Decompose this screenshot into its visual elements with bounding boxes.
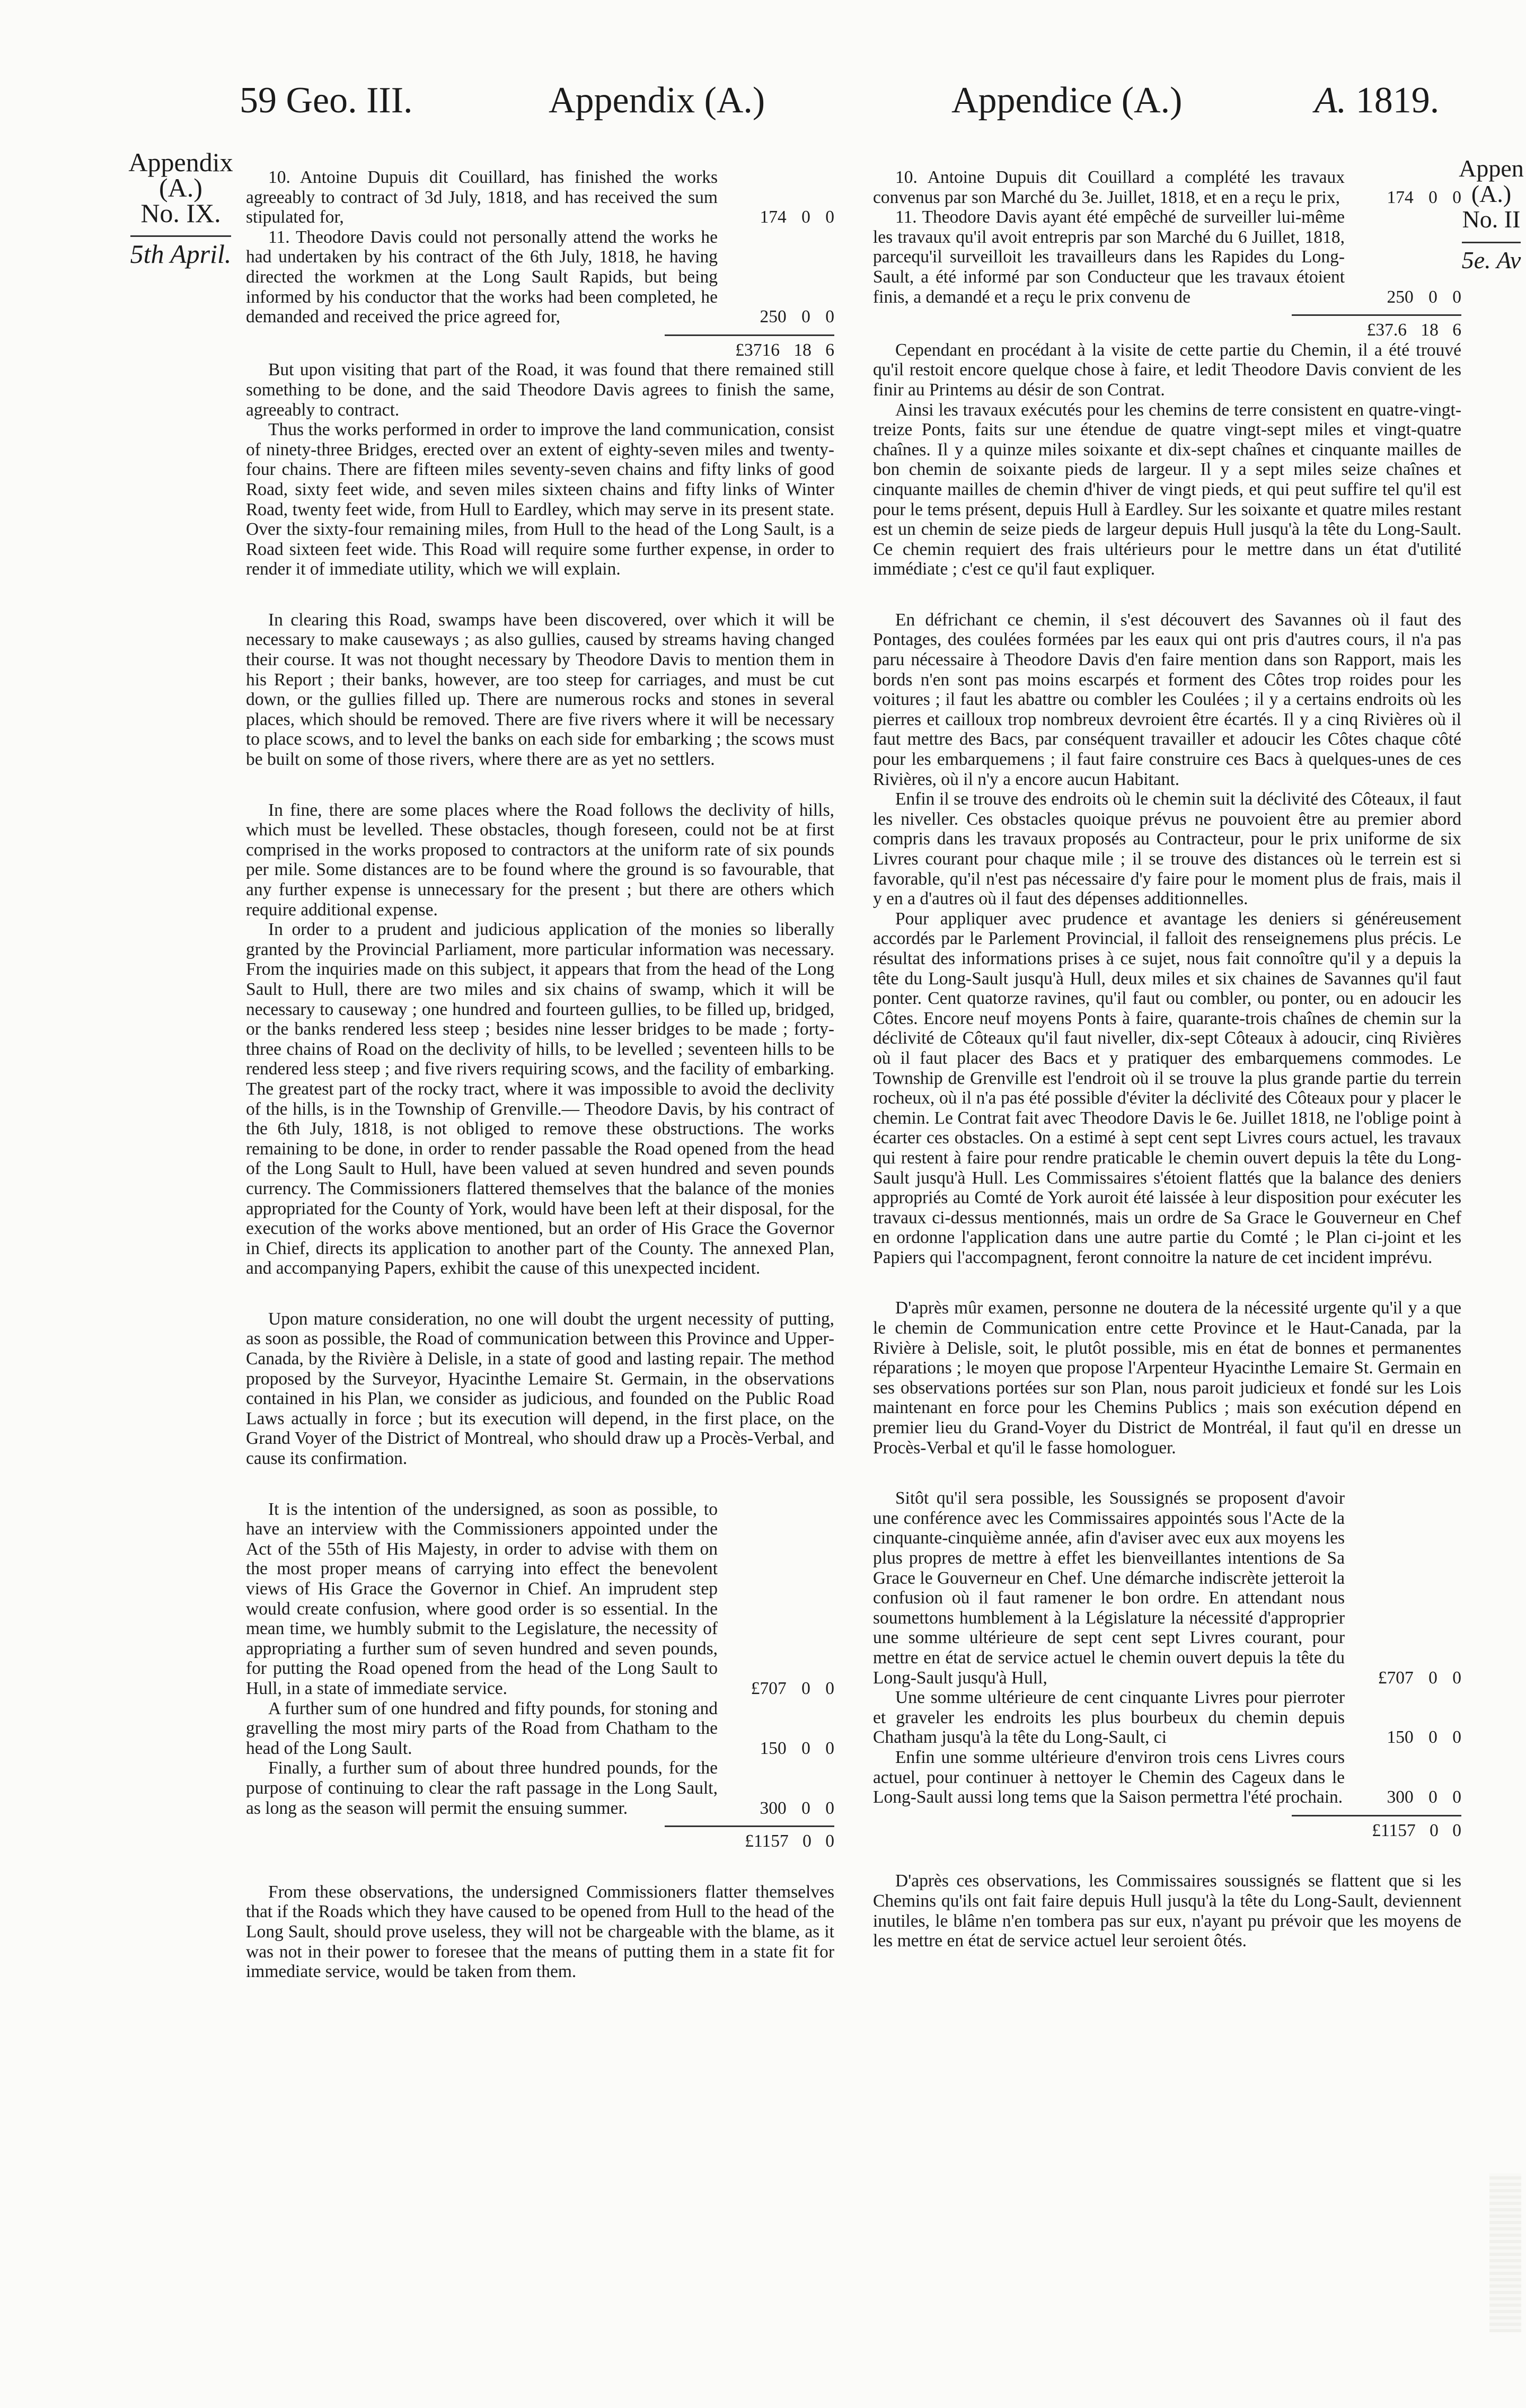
appropriation-row bbox=[873, 1488, 1461, 1688]
item-amount: 174 0 0 bbox=[760, 207, 834, 227]
item-text: Enfin une somme ultérieure d'environ trois cens Livres cours actuel, pour continuer à nettoyer le Chemin des Cageux dans le Long-Sault aussi long tems que la Saison permettra l'été prochain. bbox=[873, 1747, 1345, 1807]
margin-appendix-number: No. IX. bbox=[140, 198, 221, 228]
paragraph: But upon visiting that part of the Road, it was found that there remained still something to be done, and the said Theodore Davis agrees to finish the same, agreeably to contract. bbox=[246, 360, 834, 420]
paragraph: In clearing this Road, swamps have been discovered, over which it will be necessary to make causeways ; as also gullies, caused by streams having changed their course. It was not thought necessary by Theodore Davis to mention them in his Report ; their banks, however, are too steep for carriages, and must be cut down, or the gullies filled up. There are numerous rocks and stones in several places, which should be removed. There are five rivers where it will be necessary to place scows, and to level the banks on each side for embarking ; the scows must be built on some of those rivers, where there are as yet no settlers. bbox=[246, 610, 834, 770]
margin-appendix-number: No. II bbox=[1462, 206, 1521, 233]
item-text: It is the intention of the undersigned, as soon as possible, to have an interview with the Commissioners appointed under the Act of the 55th of His Majesty, in order to advise with them on the most proper means of carrying into effect the benevolent views of His Grace the Governor in Chief. An imprudent step would create confusion, where good order is so essential. In the mean time, we humbly submit to the Legislature, the necessity of appropriating a further sum of seven hundred and seven pounds, for putting the Road opened from the head of the Long Sault to Hull, in a state of immediate service. bbox=[246, 1499, 718, 1698]
paragraph: Enfin il se trouve des endroits où le chemin suit la déclivité des Côteaux, il faut les niveller. Ces obstacles quoique prévus ne pouvoient être au premier abord compris dans les travaux proposés au Contracteur, pour le prix uniforme de six Livres courant pour chaque mile ; il se trouve des distances où le terrein est si favorable, qu'il n'est pas nécessaire d'y faire pour le moment plus de frais, mais il y en a d'autres où il faut des dépenses additionnelles. bbox=[873, 789, 1461, 909]
item-amount: 250 0 0 bbox=[1387, 287, 1461, 307]
item-amount: £707 0 0 bbox=[751, 1678, 834, 1698]
header-appendix-en: Appendix (A.) bbox=[549, 80, 765, 121]
header-session: 59 Geo. III. bbox=[240, 80, 413, 121]
item-11 bbox=[873, 207, 1461, 307]
page-edge-stain bbox=[1489, 2173, 1521, 2332]
item-text: 10. Antoine Dupuis dit Couillard a complété les travaux convenus par son Marché du 3e. Juillet, 1818, et en a reçu le prix, bbox=[873, 167, 1345, 207]
item-text: Sitôt qu'il sera possible, les Soussignés se proposent d'avoir une conférence avec les Commissaires appointés sous l'Acte de la cinquante-cinquième année, afin d'aviser avec eux aux moyens les plus propres de mettre à effet les bienveillantes intentions de Sa Grace le Gouverneur en Chef. Une démarche indiscrète jetteroit la confusion où il faut ramener le bon ordre. En attendant nous soumettons humblement à la Législature la nécessité d'approprier une somme ultérieure de sept cent sept Livres courant, pour mettre en état de service actuel le chemin ouvert depuis la tête du Long-Sault jusqu'à Hull, bbox=[873, 1488, 1345, 1688]
paragraph: En défrichant ce chemin, il s'est découvert des Savannes où il faut des Pontages, des coulées formées par les eaux qui ont pris d'autres cours, il n'a pas paru nécessaire à Theodore Davis d'en faire mention dans son Rapport, mais les bords n'en sont pas moins escarpés et forment des Côtes trop roides pour les voitures ; il faut les abattre ou combler les Coulées ; il y a certains endroits où les pierres et cailloux trop nombreux devroient être écartés. Il y a cinq Rivières où il faut mettre des Bacs, par conséquent travailler et adoucir les Côtes chaque côté pour les embarquemens ; il faut faire construire ces Bacs à quelques-unes de ces Rivières, où il n'y a encore aucun Habitant. bbox=[873, 610, 1461, 789]
paragraph: Ainsi les travaux exécutés pour les chemins de terre consistent en quatre-vingt-treize Ponts, faits sur une étendue de quatre vingt-sept miles et vingt-quatre chaînes. Il y a quinze miles soixante et dix-sept chaînes et cinquante mailles de bon chemin de soixante pieds de largeur. Il y a sept miles seize chaînes et cinquante mailles de chemin d'hiver de vingt pieds, et qui peut suffire tel qu'il est pour le tems présent, depuis Hull à Eardley. Sur les soixante et quatre miles restant est un chemin de seize pieds de largeur depuis Hull jusqu'à la tête du Long-Sault. Ce chemin requiert des frais ultérieurs pour le mettre dans un état d'utilité immédiate ; c'est ce qu'il faut expliquer. bbox=[873, 400, 1461, 579]
appropriation-row bbox=[246, 1699, 834, 1759]
item-text: 11. Theodore Davis ayant été empêché de surveiller lui-même les travaux qu'il avoit entrepris par son Marché du 6 Juillet, 1818, parcequ'il surveilloit les travailleurs dans les Rapides du Long-Sault, a été informé par son Conducteur que les travaux étoient finis, a demandé et a reçu le prix convenu de bbox=[873, 207, 1345, 307]
appropriation-row bbox=[246, 1758, 834, 1818]
item-amount: 300 0 0 bbox=[1387, 1787, 1461, 1807]
item-amount: 150 0 0 bbox=[760, 1738, 834, 1758]
total-amount: £3716 18 6 bbox=[665, 334, 834, 360]
paragraph: In fine, there are some places where the Road follows the declivity of hills, which must be levelled. These obstacles, though foreseen, could not be at first comprised in the works proposed to contractors at the uniform rate of six pounds per mile. Some distances are to be found where the ground is so favourable, that any further expense is unnecessary for the present ; but there are others which require additional expense. bbox=[246, 800, 834, 920]
item-amount: 250 0 0 bbox=[760, 307, 834, 327]
item-11 bbox=[246, 227, 834, 327]
item-10 bbox=[873, 167, 1461, 207]
paragraph: Thus the works performed in order to improve the land communication, consist of ninety-three Bridges, erected over an extent of eighty-seven miles and twenty-four chains. There are fifteen miles seventy-seven chains and fifty links of good Road, sixty feet wide, and seven miles sixteen chains and fifty links of Winter Road, twenty feet wide, from Hull to Eardley, which may serve in its present state. Over the sixty-four remaining miles, from Hull to the head of the Long Sault, is a Road sixteen feet wide. This Road will require some further expense, in order to render it of immediate utility, which we will explain. bbox=[246, 420, 834, 579]
paragraph: Upon mature consideration, no one will doubt the urgent necessity of putting, as soon as possible, the Road of communication between this Province and Upper-Canada, by the Rivière à Delisle, in a state of good and lasting repair. The method proposed by the Surveyor, Hyacinthe Lemaire St. Germain, in the observations contained in his Plan, we consider as judicious, and founded on the Public Road Laws actually in force ; but its execution will depend, in the first place, on the Grand Voyer of the District of Montreal, who should draw up a Procès-Verbal, and cause its confirmation. bbox=[246, 1309, 834, 1469]
margin-appendix-sub: (A.) bbox=[159, 173, 202, 202]
margin-date: 5e. Av bbox=[1462, 242, 1521, 273]
header-year-letter: A. bbox=[1315, 80, 1347, 121]
paragraph: From these observations, the undersigned Commissioners flatter themselves that if the Roads which they have caused to be opened from Hull to the head of the Long Sault, should prove useless, they will not be chargeable with the blame, as it was not in their power to foresee that the means of putting them in a state fit for immediate service, would be taken from them. bbox=[246, 1882, 834, 1982]
item-amount: £707 0 0 bbox=[1378, 1668, 1461, 1688]
paragraph: D'après mûr examen, personne ne doutera de la nécessité urgente qu'il y a que le chemin de Communication entre cette Province et le Haut-Canada, par la Rivière à Delisle, soit, le plutôt possible, mis en état de bonnes et permanentes réparations ; le moyen que propose l'Arpenteur Hyacinthe Lemaire St. Germain en ses observations portées sur son Plan, nous paroit judicieux et fondé sur les Lois maintenant en force pour les Chemins Publics ; mais son exécution dépend en premier lieu du Grand-Voyer du District de Montréal, il faut qu'il en dresse un Procès-Verbal et qu'il le fasse homologuer. bbox=[873, 1298, 1461, 1458]
margin-appendix-title: Appendix bbox=[128, 147, 233, 177]
header-year-number: 1819. bbox=[1355, 80, 1440, 121]
total-amount: £1157 0 0 bbox=[665, 1825, 834, 1851]
appropriation-row bbox=[873, 1748, 1461, 1807]
item-text: 11. Theodore Davis could not personally attend the works he had undertaken by his contract of the 6th July, 1818, he having directed the workmen at the Long Sault Rapids, but being informed by his conductor that the works had been completed, he demanded and received the price agreed for, bbox=[246, 227, 718, 327]
margin-date: 5th April. bbox=[130, 235, 232, 267]
item-10 bbox=[246, 167, 834, 227]
paragraph: D'après ces observations, les Commissaires soussignés se flattent que si les Chemins qu'ils ont fait faire depuis Hull jusqu'à la tête du Long-Sault, deviennent inutiles, le blâme n'en tombera pas sur eux, n'ayant pu prévoir que les moyens de les mettre en état de service actuel leur seroient ôtés. bbox=[873, 1871, 1461, 1951]
left-margin-note bbox=[125, 149, 236, 267]
margin-appendix-title: Appen bbox=[1459, 156, 1524, 182]
paragraph: In order to a prudent and judicious application of the monies so liberally granted by the Provincial Parliament, more particular information was necessary. From the inquiries made on this subject, it appears that from the head of the Long Sault to Hull, there are two miles and six chains of swamp, which it will be necessary to causeway ; one hundred and fourteen gullies, to be filled up, bridged, or the banks rendered less steep ; besides nine lesser bridges to be made ; forty-three chains of Road on the declivity of hills, to be levelled ; seventeen hills to be rendered less steep ; and five rivers requiring scows, and the facility of embarking. The greatest part of the rocky tract, where it was impossible to avoid the declivity of the hills, is in the Township of Grenville.— Theodore Davis, by his contract of the 6th July, 1818, is not obliged to remove these obstructions. The works remaining to be done, in order to render passable the Road opened from the head of the Long Sault to Hull, have been valued at seven hundred and seven pounds currency. The Commissioners flattered themselves that the balance of the monies appropriated for the County of York, would have been left at their disposal, for the execution of the works above mentioned, but an order of His Grace the Governor in Chief, directs its application to another part of the County. The annexed Plan, and accompanying Papers, exhibit the cause of this unexpected incident. bbox=[246, 920, 834, 1278]
french-column bbox=[873, 167, 1461, 1951]
item-amount: 150 0 0 bbox=[1387, 1727, 1461, 1748]
paragraph: Cependant en procédant à la visite de cette partie du Chemin, il a été trouvé qu'il restoit encore quelque chose à faire, et ledit Theodore Davis convient de les finir au Printems au désir de son Contrat. bbox=[873, 340, 1461, 400]
header-appendix-fr: Appendice (A.) bbox=[951, 80, 1183, 121]
item-text: Une somme ultérieure de cent cinquante Livres pour pierroter et graveler les endroits les plus bourbeux du chemin depuis Chatham jusqu'à la tête du Long-Sault, ci bbox=[873, 1688, 1345, 1748]
total-amount: £37.6 18 6 bbox=[1292, 314, 1461, 340]
paragraph: Pour appliquer avec prudence et avantage les deniers si généreusement accordés par le Parlement Provincial, il falloit des renseignemens plus précis. Le résultat des informations prises à ce sujet, nous fait connoître qu'il y a depuis la tête du Long-Sault jusqu'à Hull, deux miles et six chaines de Savannes qu'il faut ponter. Cent quatorze ravines, qu'il faut ou combler, ou ponter, ou en adoucir les Côtes. Encore neuf moyens Ponts à faire, quarante-trois chaînes de chemin sur la déclivité de Côteaux qu'il faut niveller, dix-sept Côteaux à adoucir, cinq Rivières où il faut placer des Bacs et y pratiquer des embarquemens commodes. Le Township de Grenville est l'endroit où il se trouve la plus grande partie du terrein rocheux, où il n'a pas été possible d'éviter la déclivité des Côteaux pour y placer le chemin. Le Contrat fait avec Theodore Davis le 6e. Juillet 1818, ne l'oblige point à écarter ces obstacles. On a estimé à sept cent sept Livres cours actuel, les travaux qui restent à faire pour rendre praticable le chemin ouvert depuis la tête du Long-Sault jusqu'à Hull. Les Commissaires s'étoient flattés que la balance des deniers appropriés au Comté de York auroit été laissée à leur disposition pour exécuter les travaux ci-dessus mentionnés, mais un ordre de Sa Grace le Gouverneur en Chef en ordonne l'application dans une autre partie du Comté ; le Plan ci-joint et les Papiers qui l'accompagnent, feront connoitre la nature de cet incident imprévu. bbox=[873, 908, 1461, 1267]
item-text: Finally, a further sum of about three hundred pounds, for the purpose of continuing to clear the raft passage in the Long Sault, as long as the season will permit the ensuing summer. bbox=[246, 1758, 718, 1818]
item-text: 10. Antoine Dupuis dit Couillard, has finished the works agreeably to contract of 3d July, 1818, and has received the sum stipulated for, bbox=[246, 167, 718, 227]
english-column bbox=[246, 167, 834, 1982]
margin-appendix-sub: (A.) bbox=[1471, 180, 1512, 207]
header-year bbox=[1315, 80, 1439, 122]
total-amount: £1157 0 0 bbox=[1292, 1815, 1461, 1841]
item-amount: 174 0 0 bbox=[1387, 187, 1461, 207]
item-amount: 300 0 0 bbox=[760, 1798, 834, 1818]
right-margin-note bbox=[1457, 156, 1526, 273]
appropriation-row bbox=[246, 1500, 834, 1699]
appropriation-row bbox=[873, 1688, 1461, 1748]
item-text: A further sum of one hundred and fifty pounds, for stoning and gravelling the most miry parts of the Road from Chatham to the head of the Long Sault. bbox=[246, 1698, 718, 1758]
